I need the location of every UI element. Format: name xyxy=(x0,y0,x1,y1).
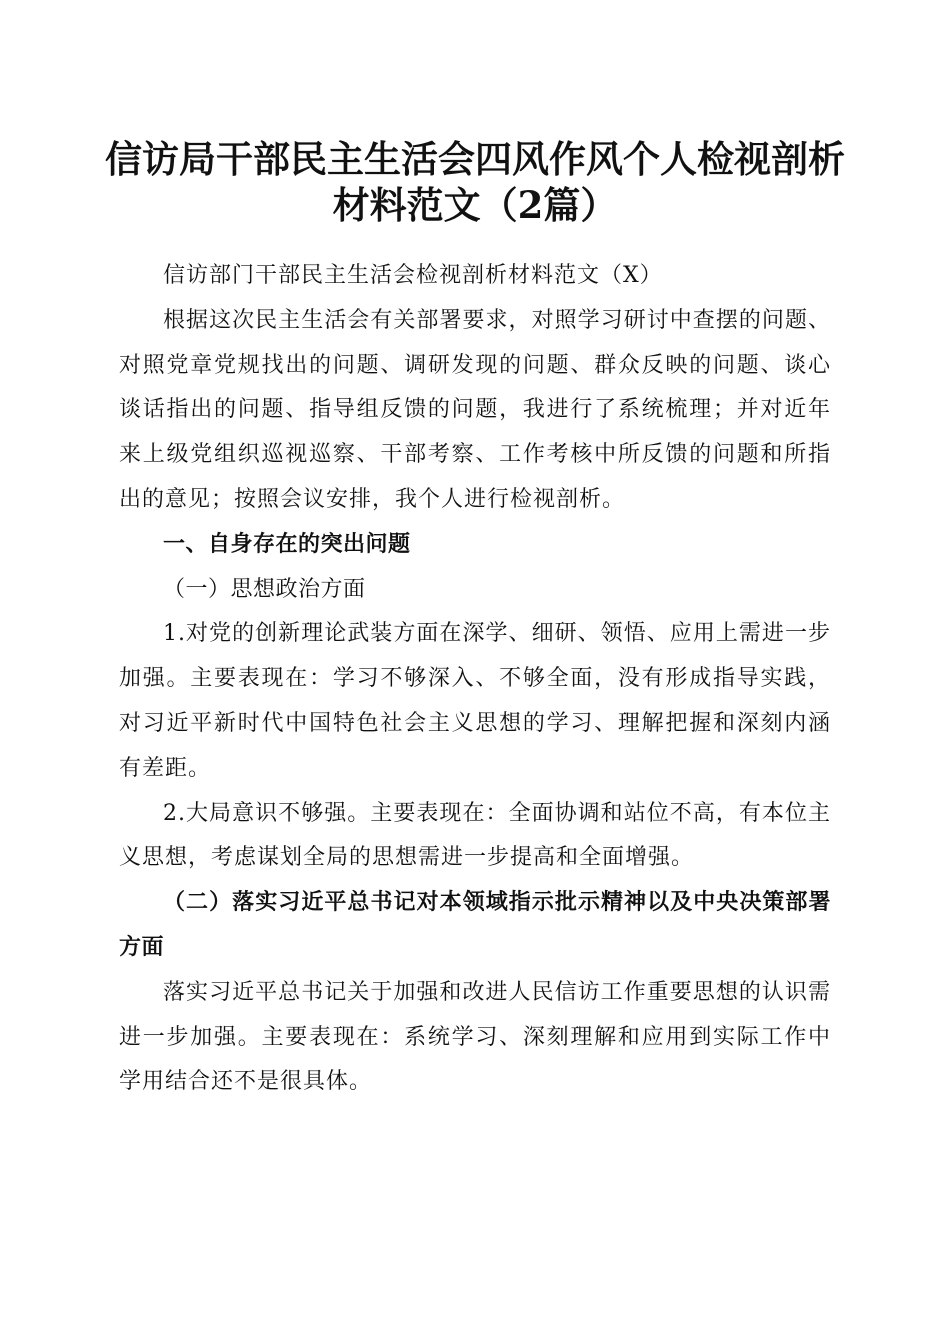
item-paragraph-1: 1.对党的创新理论武装方面在深学、细研、领悟、应用上需进一步加强。主要表现在：学习不够深入、不够全面，没有形成指导实践，对习近平新时代中国特色社会主义思想的学习、理解把握和深刻内涵有差距。 xyxy=(119,621,831,781)
document-body xyxy=(119,254,831,1105)
document-title-line-1: 信访局干部民主生活会四风作风个人检视剖析 xyxy=(105,137,845,181)
subsection-heading-2: （二）落实习近平总书记对本领域指示批示精神以及中央决策部署方面 xyxy=(119,890,831,960)
intro-paragraph: 根据这次民主生活会有关部署要求，对照学习研讨中查摆的问题、对照党章党规找出的问题、调研发现的问题、群众反映的问题、谈心谈话指出的问题、指导组反馈的问题，我进行了系统梳理；并对近年来上级党组织巡视巡察、干部考察、工作考核中所反馈的问题和所指出的意见；按照会议安排，我个人进行检视剖析。 xyxy=(119,307,831,512)
section-heading-1: 一、自身存在的突出问题 xyxy=(163,531,411,557)
subsection-heading-1: （一）思想政治方面 xyxy=(163,576,366,602)
subtitle-paragraph: 信访部门干部民主生活会检视剖析材料范文（X） xyxy=(163,263,663,288)
document-title-line-2: 材料范文（2篇） xyxy=(332,183,618,227)
item-paragraph-2: 2.大局意识不够强。主要表现在：全面协调和站位不高，有本位主义思想，考虑谋划全局的思想需进一步提高和全面增强。 xyxy=(119,800,831,871)
body-paragraph-3: 落实习近平总书记关于加强和改进人民信访工作重要思想的认识需进一步加强。主要表现在：系统学习、深刻理解和应用到实际工作中学用结合还不是很具体。 xyxy=(119,979,831,1095)
